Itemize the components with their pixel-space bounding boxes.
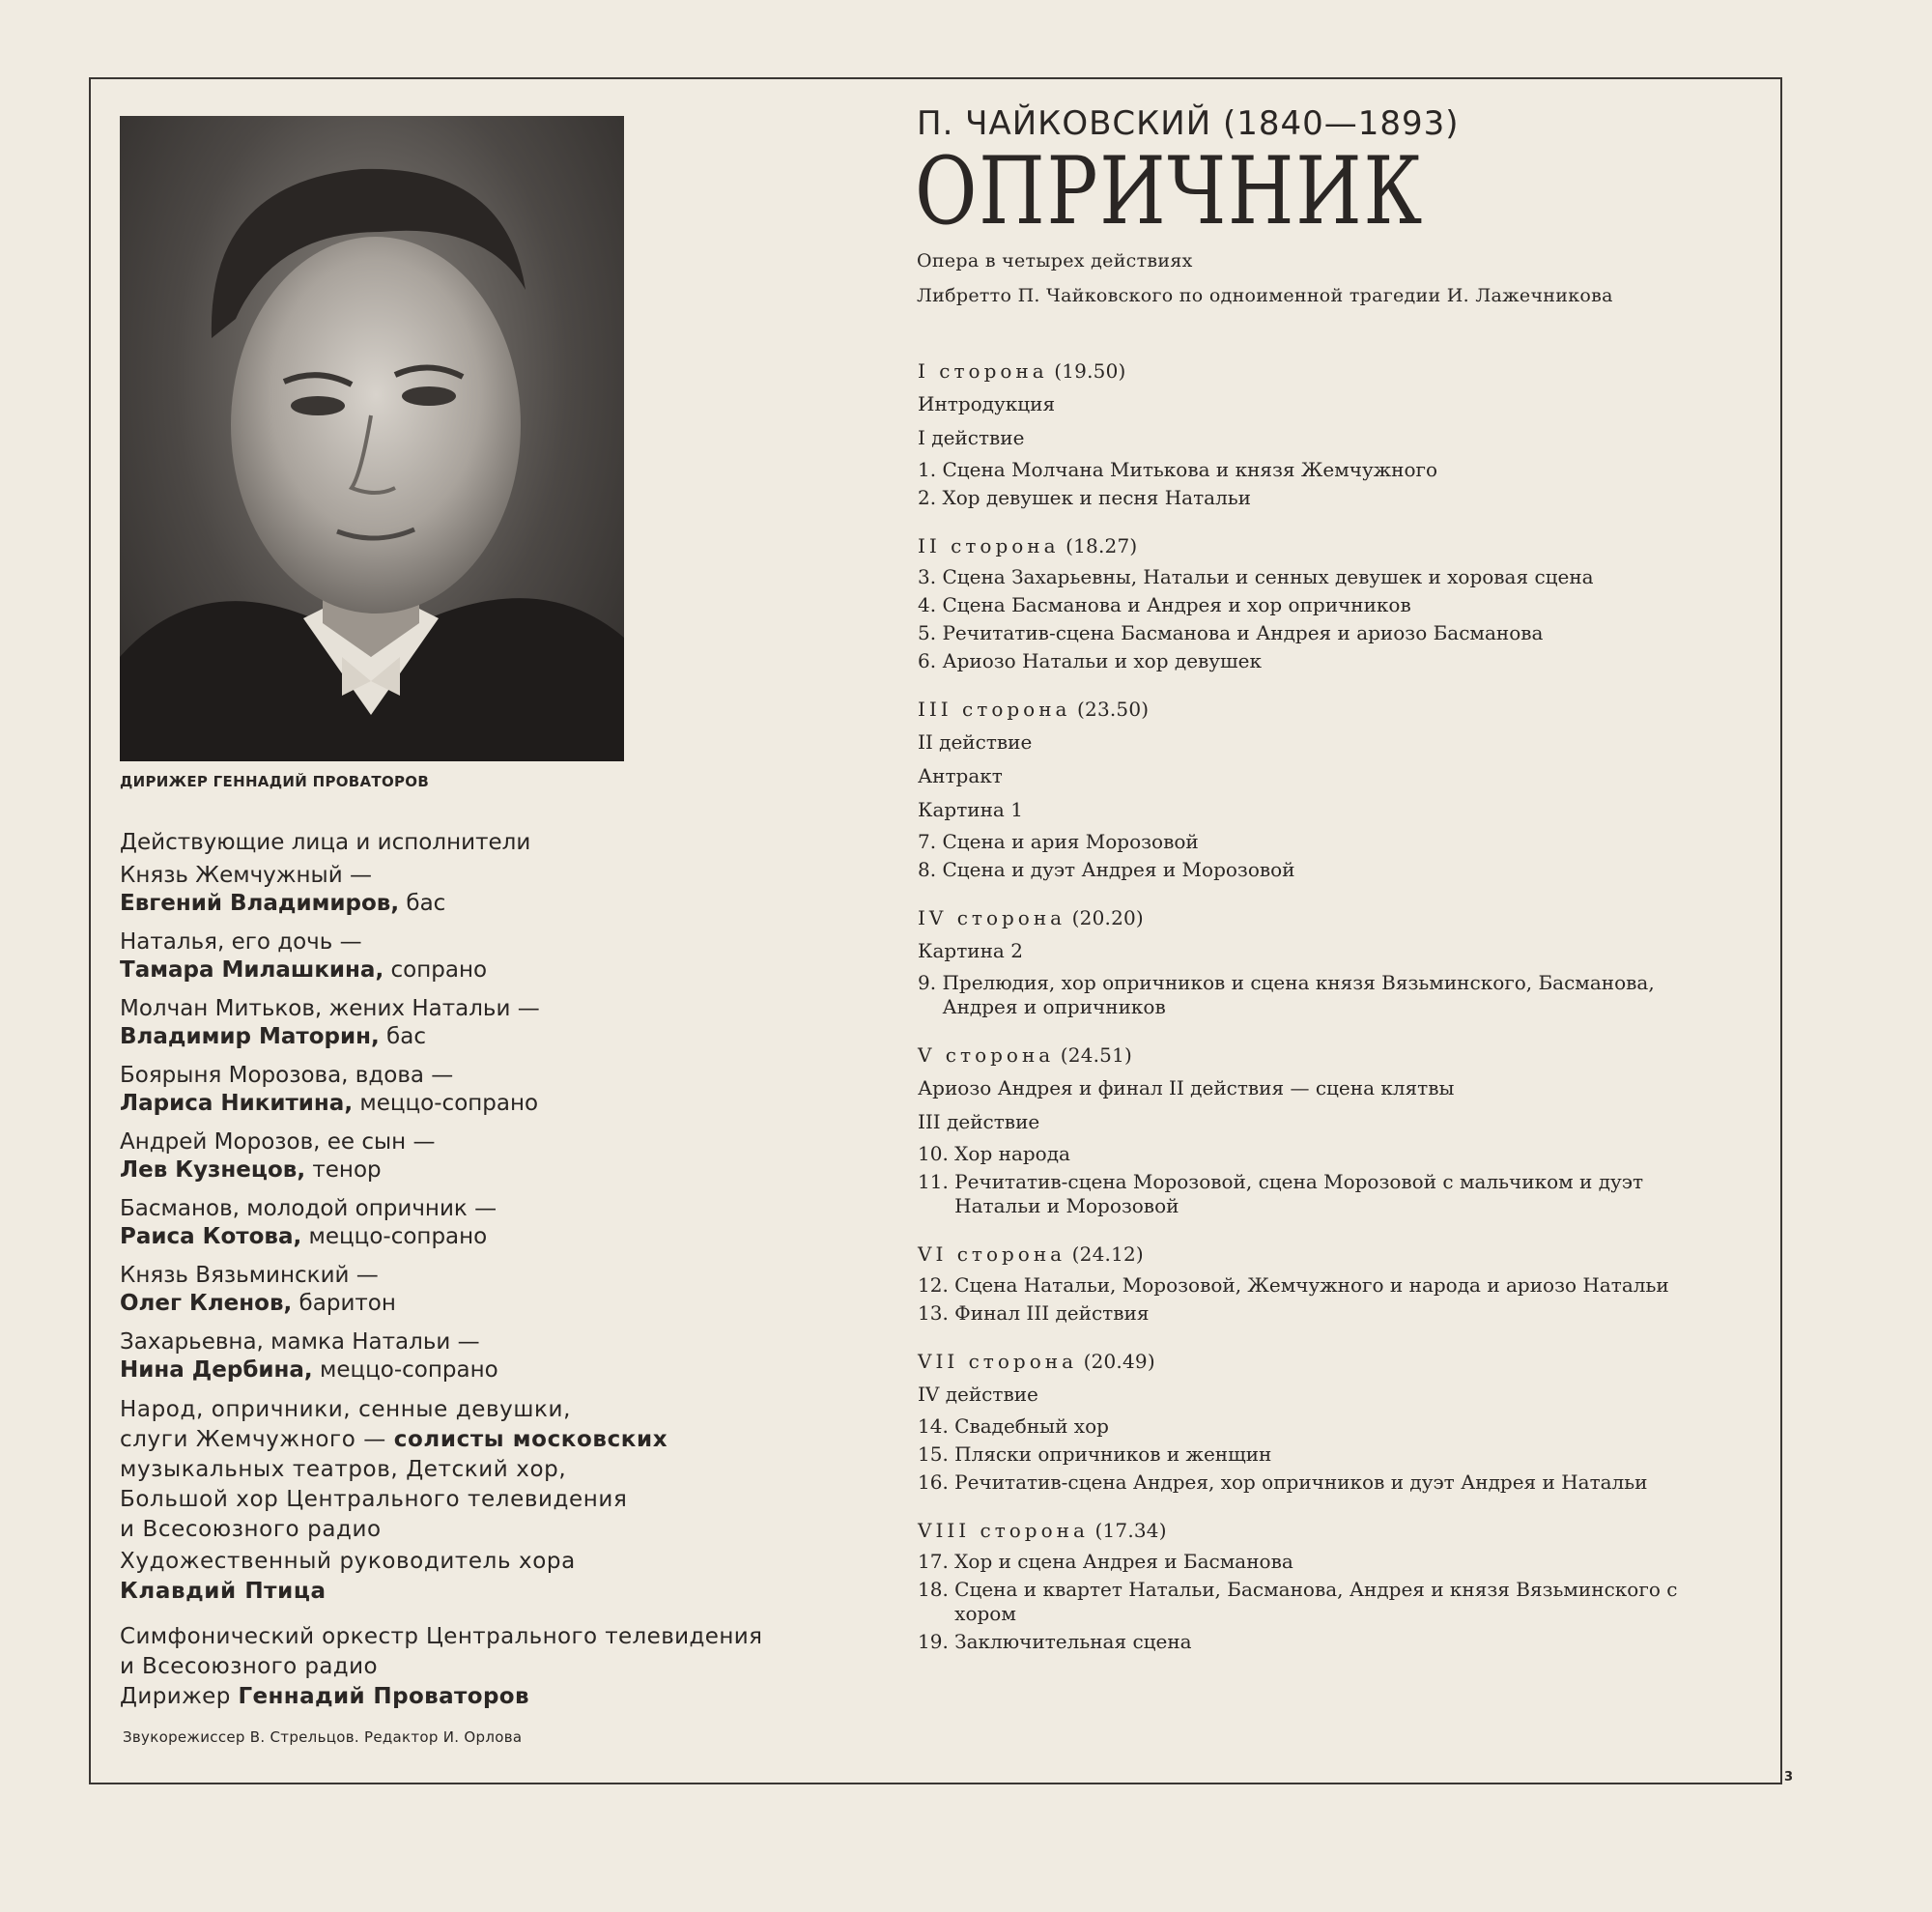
singer-name: Нина Дербина,: [120, 1357, 313, 1383]
side-heading: [918, 904, 1729, 932]
singer-name: Лев Кузнецов,: [120, 1157, 306, 1183]
track-title: Речитатив-сцена Морозовой, сцена Морозовой с мальчиком и дуэт Натальи и Морозовой: [954, 1170, 1644, 1217]
chorus-line: Большой хор Центрального телевидения: [120, 1487, 628, 1512]
section-heading: I действие: [918, 426, 1025, 449]
track-number: 5.: [918, 621, 943, 644]
side-label: I сторона: [918, 359, 1048, 383]
side-heading: [918, 532, 1729, 560]
track-item: [918, 565, 1729, 589]
track-number: 2.: [918, 486, 943, 509]
cast-entry: [120, 1328, 835, 1384]
record-side: [918, 1348, 1729, 1495]
role-name: Басманов, молодой опричник —: [120, 1196, 497, 1221]
singer-name: Тамара Милашкина,: [120, 957, 384, 983]
voice-type: бас: [379, 1024, 426, 1049]
voice-type: меццо-сопрано: [353, 1091, 539, 1116]
track-item: [918, 1630, 1729, 1654]
cast-entry: [120, 1128, 835, 1184]
side-heading: [918, 696, 1729, 724]
track-item: [918, 649, 1729, 673]
track-title: Сцена Натальи, Морозовой, Жемчужного и народа и ариозо Натальи: [954, 1273, 1669, 1297]
track-number: 14.: [918, 1414, 955, 1438]
track-title: Хор и сцена Андрея и Басманова: [954, 1550, 1293, 1573]
track-title: Хор народа: [954, 1142, 1070, 1165]
voice-type: меццо-сопрано: [301, 1224, 488, 1249]
side-duration: (17.34): [1088, 1519, 1167, 1542]
side-label: II сторона: [918, 534, 1060, 557]
conductor-name: Геннадий Проваторов: [238, 1684, 529, 1709]
record-side: [918, 696, 1729, 882]
subtitle: [917, 243, 1613, 313]
chorus-director-name: Клавдий Птица: [120, 1579, 327, 1604]
side-label: VII сторона: [918, 1350, 1078, 1373]
production-credits: Звукорежиссер В. Стрельцов. Редактор И. Орлова: [123, 1728, 523, 1746]
track-number: 4.: [918, 593, 943, 616]
track-item: [918, 486, 1729, 510]
track-item: [918, 593, 1729, 617]
track-number: 8.: [918, 858, 943, 881]
chorus-line: музыкальных театров, Детский хор,: [120, 1457, 567, 1482]
track-title: Сцена Молчана Митькова и князя Жемчужного: [942, 458, 1438, 481]
cast-entry: [120, 1195, 835, 1251]
track-item: [918, 1170, 1729, 1218]
track-number: 16.: [918, 1470, 955, 1494]
track-number: 12.: [918, 1273, 955, 1297]
composer-name: П. ЧАЙКОВСКИЙ (1840—1893): [917, 104, 1460, 143]
track-item: [918, 1414, 1729, 1439]
track-number: 3.: [918, 565, 943, 588]
track-number: 10.: [918, 1142, 955, 1165]
page-number: 3: [1784, 1770, 1794, 1784]
role-name: Князь Вязьминский —: [120, 1263, 379, 1288]
track-number: 15.: [918, 1442, 955, 1466]
track-item: [918, 858, 1729, 882]
track-number: 18.: [918, 1578, 955, 1601]
track-title: Сцена Басманова и Андрея и хор опричников: [942, 593, 1411, 616]
chorus-director-label: Художественный руководитель хора: [120, 1549, 576, 1574]
track-title: Ариозо Натальи и хор девушек: [942, 649, 1262, 672]
track-title: Речитатив-сцена Басманова и Андрея и ариозо Басманова: [942, 621, 1544, 644]
record-side: [918, 357, 1729, 510]
side-duration: (23.50): [1070, 698, 1150, 721]
track-title: Хор девушек и песня Натальи: [942, 486, 1251, 509]
track-number: 9.: [918, 971, 943, 994]
singer-name: Раиса Котова,: [120, 1224, 302, 1249]
cast-entry: [120, 1062, 835, 1118]
track-title: Сцена Захарьевны, Натальи и сенных девушек и хоровая сцена: [942, 565, 1594, 588]
opera-title: ОПРИЧНИК: [915, 137, 1424, 245]
section-heading: Картина 1: [918, 798, 1023, 821]
track-item: [918, 1301, 1729, 1326]
track-item: [918, 458, 1729, 482]
side-duration: (20.20): [1065, 906, 1144, 929]
track-number: 1.: [918, 458, 943, 481]
conductor-photo: [120, 116, 624, 761]
role-name: Наталья, его дочь —: [120, 929, 362, 955]
conductor-label: Дирижер: [120, 1684, 239, 1709]
cast-entry: [120, 862, 835, 918]
orchestra-line: Симфонический оркестр Центрального телевидения: [120, 1624, 763, 1649]
record-side: [918, 1241, 1729, 1326]
singer-name: Лариса Никитина,: [120, 1091, 354, 1116]
voice-type: баритон: [292, 1291, 396, 1316]
cast-heading: Действующие лица и исполнители: [120, 830, 531, 855]
record-side: [918, 532, 1729, 673]
chorus-line: и Всесоюзного радио: [120, 1517, 382, 1542]
cast-entry: [120, 1262, 835, 1318]
side-label: IV сторона: [918, 906, 1066, 929]
side-heading: [918, 1517, 1729, 1545]
side-heading: [918, 1348, 1729, 1376]
record-side: [918, 1042, 1729, 1218]
side-label: VI сторона: [918, 1242, 1066, 1266]
track-number: 19.: [918, 1630, 955, 1653]
side-label: VIII сторона: [918, 1519, 1089, 1542]
track-item: [918, 1550, 1729, 1574]
track-title: Прелюдия, хор опричников и сцена князя Вязьминского, Басманова, Андрея и опричников: [942, 971, 1655, 1018]
orchestra-line: и Всесоюзного радио: [120, 1654, 378, 1679]
track-number: 6.: [918, 649, 943, 672]
role-name: Захарьевна, мамка Натальи —: [120, 1329, 480, 1355]
cast-entry: [120, 995, 835, 1051]
section-heading: Картина 2: [918, 939, 1023, 962]
track-item: [918, 621, 1729, 645]
singer-name: Владимир Маторин,: [120, 1024, 380, 1049]
track-title: Заключительная сцена: [954, 1630, 1192, 1653]
side-duration: (18.27): [1059, 534, 1138, 557]
photo-caption: ДИРИЖЕР ГЕННАДИЙ ПРОВАТОРОВ: [120, 773, 430, 790]
track-title: Свадебный хор: [954, 1414, 1109, 1438]
section-heading: IV действие: [918, 1383, 1038, 1406]
track-item: [918, 1442, 1729, 1467]
voice-type: бас: [399, 891, 446, 916]
section-heading: III действие: [918, 1110, 1040, 1133]
track-title: Финал III действия: [954, 1301, 1150, 1325]
chorus-credits: [120, 1395, 835, 1607]
chorus-soloists: солисты московских: [393, 1427, 668, 1452]
side-duration: (24.12): [1065, 1242, 1144, 1266]
track-title: Сцена и ария Морозовой: [942, 830, 1199, 853]
side-heading: [918, 357, 1729, 385]
subtitle-acts: Опера в четырех действиях: [917, 250, 1193, 271]
track-listing: [918, 357, 1729, 1676]
track-item: [918, 1470, 1729, 1495]
track-item: [918, 1578, 1729, 1626]
track-item: [918, 1273, 1729, 1298]
section-heading: Ариозо Андрея и финал II действия — сцена клятвы: [918, 1076, 1455, 1099]
section-heading: II действие: [918, 730, 1033, 754]
track-title: Пляски опричников и женщин: [954, 1442, 1272, 1466]
side-label: III сторона: [918, 698, 1071, 721]
track-number: 17.: [918, 1550, 955, 1573]
voice-type: меццо-сопрано: [312, 1357, 498, 1383]
side-duration: (24.51): [1054, 1043, 1133, 1067]
record-side: [918, 1517, 1729, 1654]
section-heading: Антракт: [918, 764, 1003, 787]
track-title: Речитатив-сцена Андрея, хор опричников и дуэт Андрея и Натальи: [954, 1470, 1648, 1494]
section-heading: Интродукция: [918, 392, 1056, 415]
role-name: Князь Жемчужный —: [120, 863, 372, 888]
role-name: Молчан Митьков, жених Натальи —: [120, 996, 540, 1021]
track-number: 11.: [918, 1170, 955, 1193]
track-title: Сцена и квартет Натальи, Басманова, Андрея и князя Вязьминского с хором: [954, 1578, 1678, 1625]
track-item: [918, 1142, 1729, 1166]
record-side: [918, 904, 1729, 1019]
track-item: [918, 971, 1729, 1019]
role-name: Боярыня Морозова, вдова —: [120, 1063, 454, 1088]
track-number: 13.: [918, 1301, 955, 1325]
track-title: Сцена и дуэт Андрея и Морозовой: [942, 858, 1295, 881]
chorus-line: слуги Жемчужного —: [120, 1427, 394, 1452]
voice-type: тенор: [305, 1157, 382, 1183]
singer-name: Евгений Владимиров,: [120, 891, 400, 916]
orchestra-credits: [120, 1622, 835, 1712]
singer-name: Олег Кленов,: [120, 1291, 293, 1316]
side-heading: [918, 1042, 1729, 1070]
cast-list: [120, 829, 835, 1712]
voice-type: сопрано: [384, 957, 488, 983]
side-heading: [918, 1241, 1729, 1269]
chorus-line: Народ, опричники, сенные девушки,: [120, 1397, 571, 1422]
role-name: Андрей Морозов, ее сын —: [120, 1129, 436, 1155]
side-duration: (19.50): [1047, 359, 1126, 383]
side-duration: (20.49): [1077, 1350, 1155, 1373]
subtitle-libretto: Либретто П. Чайковского по одноименной трагедии И. Лажечникова: [917, 285, 1613, 306]
track-number: 7.: [918, 830, 943, 853]
side-label: V сторона: [918, 1043, 1055, 1067]
track-item: [918, 830, 1729, 854]
cast-entry: [120, 928, 835, 985]
